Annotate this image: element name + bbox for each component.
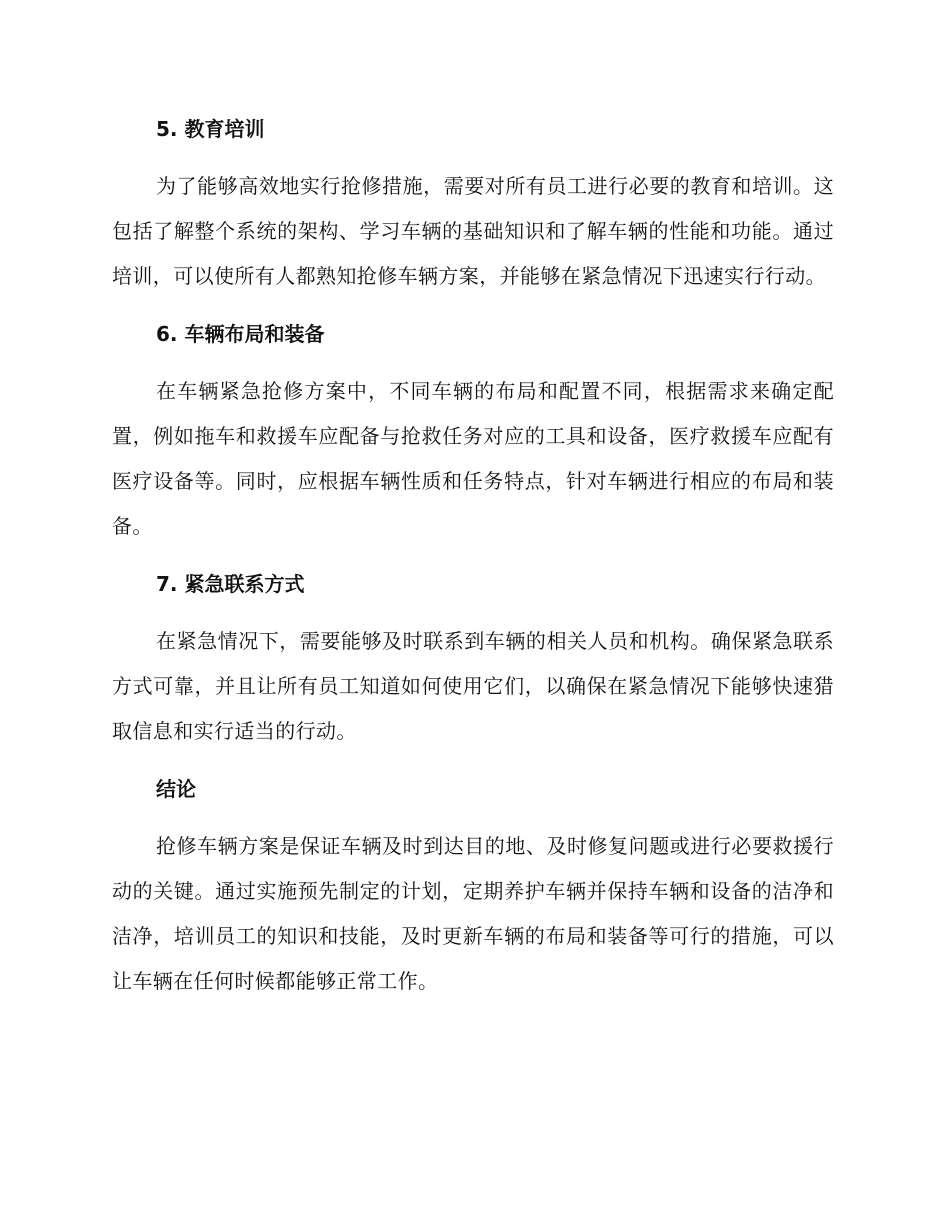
section-heading: 6. 车辆布局和装备 [156,322,325,346]
section-conclusion [112,766,834,1004]
section-education-training [112,106,834,299]
section-emergency-contact [112,561,834,754]
section-heading: 结论 [156,777,196,801]
section-paragraph: 为了能够高效地实行抢修措施，需要对所有员工进行必要的教育和培训。这包括了解整个系统的架构、学习车辆的基础知识和了解车辆的性能和功能。通过培训，可以使所有人都熟知抢修车辆方案，并能够在紧急情况下迅速实行行动。 [112,174,834,288]
document-page [112,106,834,1016]
section-heading: 5. 教育培训 [156,117,265,141]
section-vehicle-layout-equipment [112,311,834,549]
section-heading: 7. 紧急联系方式 [156,572,305,596]
section-paragraph: 抢修车辆方案是保证车辆及时到达目的地、及时修复问题或进行必要救援行动的关键。通过实施预先制定的计划，定期养护车辆并保持车辆和设备的洁净和洁净，培训员工的知识和技能，及时更新车辆的布局和装备等可行的措施，可以让车辆在任何时候都能够正常工作。 [112,834,834,993]
section-paragraph: 在车辆紧急抢修方案中，不同车辆的布局和配置不同，根据需求来确定配置，例如拖车和救援车应配备与抢救任务对应的工具和设备，医疗救援车应配有医疗设备等。同时，应根据车辆性质和任务特点，针对车辆进行相应的布局和装备。 [112,379,834,538]
section-paragraph: 在紧急情况下，需要能够及时联系到车辆的相关人员和机构。确保紧急联系方式可靠，并且让所有员工知道如何使用它们，以确保在紧急情况下能够快速猎取信息和实行适当的行动。 [112,629,834,743]
